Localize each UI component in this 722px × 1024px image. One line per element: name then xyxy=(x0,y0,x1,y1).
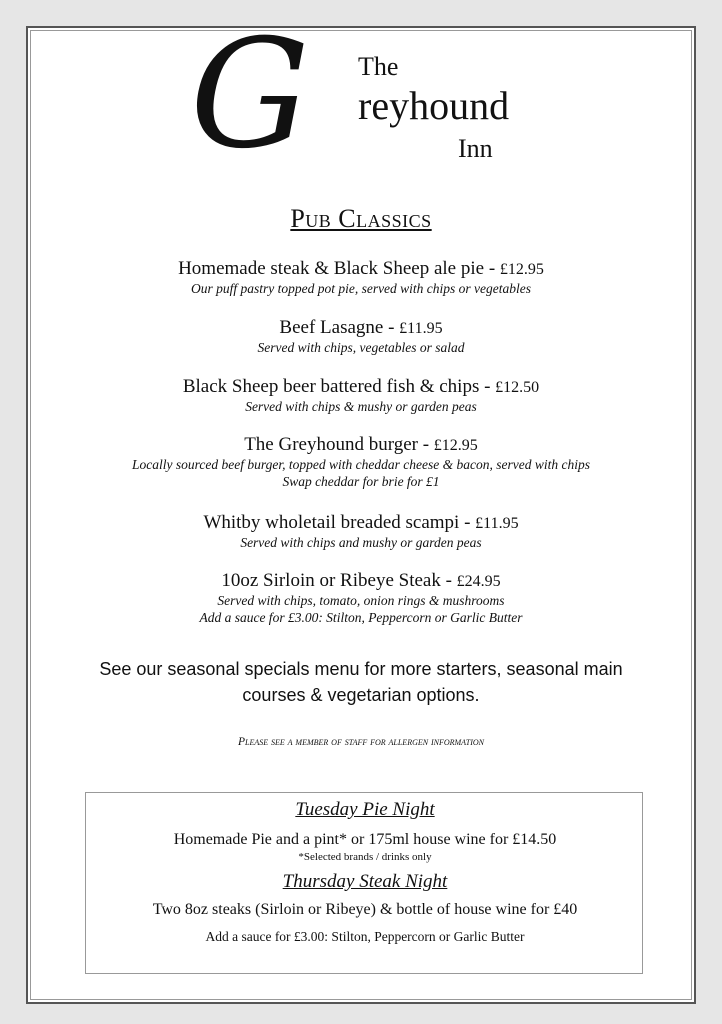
specials-note xyxy=(0,656,722,708)
item-price: £12.50 xyxy=(495,379,540,396)
pie-night-offer xyxy=(86,831,644,849)
item-description: Add a sauce for £3.00: Stilton, Peppercorn or Garlic Butter xyxy=(199,610,523,625)
steak-night-sauce: Add a sauce for £3.00: Stilton, Peppercorn or Garlic Butter xyxy=(205,929,525,944)
pie-night-note: *Selected brands / drinks only xyxy=(298,851,432,863)
menu-item xyxy=(0,317,722,356)
pie-night-title: Tuesday Pie Night xyxy=(295,799,435,820)
item-description: Served with chips & mushy or garden peas xyxy=(245,399,477,414)
item-name: 10oz Sirloin or Ribeye Steak - xyxy=(221,570,457,591)
item-name: Beef Lasagne - xyxy=(279,317,400,338)
item-price: £12.95 xyxy=(499,261,544,278)
menu-item xyxy=(0,376,722,415)
section-heading: Pub Classics xyxy=(290,204,432,233)
item-description: Our puff pastry topped pot pie, served with chips or vegetables xyxy=(190,281,532,296)
logo-inn: Inn xyxy=(458,134,493,163)
menu-item xyxy=(0,258,722,297)
logo-letter-g: G xyxy=(190,8,310,182)
menu-item xyxy=(0,512,722,551)
item-name: Whitby wholetail breaded scampi - xyxy=(203,512,476,533)
item-name: Black Sheep beer battered fish & chips - xyxy=(182,376,496,397)
steak-night-offer: Two 8oz steaks (Sirloin or Ribeye) & bottle of house wine for £40 xyxy=(152,901,578,918)
greyhound-logo xyxy=(190,8,530,195)
allergen-note: Please see a member of staff for allergen information xyxy=(238,736,484,748)
item-description: Locally sourced beef burger, topped with cheddar cheese & bacon, served with chips xyxy=(132,457,590,472)
menu-item xyxy=(0,570,722,626)
item-price: £11.95 xyxy=(475,515,519,532)
item-price: £11.95 xyxy=(399,320,443,337)
item-price: £24.95 xyxy=(456,573,501,590)
offers-box xyxy=(85,792,643,974)
item-description: Served with chips and mushy or garden peas xyxy=(240,535,482,550)
specials-line: See our seasonal specials menu for more starters, seasonal main xyxy=(99,659,623,679)
item-name: The Greyhound burger - xyxy=(244,434,434,455)
logo-the: The xyxy=(358,52,399,81)
item-description: Swap cheddar for brie for £1 xyxy=(282,474,440,489)
item-description: Served with chips, vegetables or salad xyxy=(257,340,465,355)
steak-night-title: Thursday Steak Night xyxy=(282,871,448,892)
item-price: £12.95 xyxy=(433,437,478,454)
specials-line: courses & vegetarian options. xyxy=(242,685,480,705)
pie-night-price: £14.50 xyxy=(512,831,557,848)
logo-name: reyhound xyxy=(358,83,510,128)
item-description: Served with chips, tomato, onion rings & mushrooms xyxy=(217,593,505,608)
menu-item xyxy=(0,434,722,490)
pie-night-text: Homemade Pie and a pint* or 175ml house wine for xyxy=(173,831,513,848)
item-name: Homemade steak & Black Sheep ale pie - xyxy=(178,258,500,279)
